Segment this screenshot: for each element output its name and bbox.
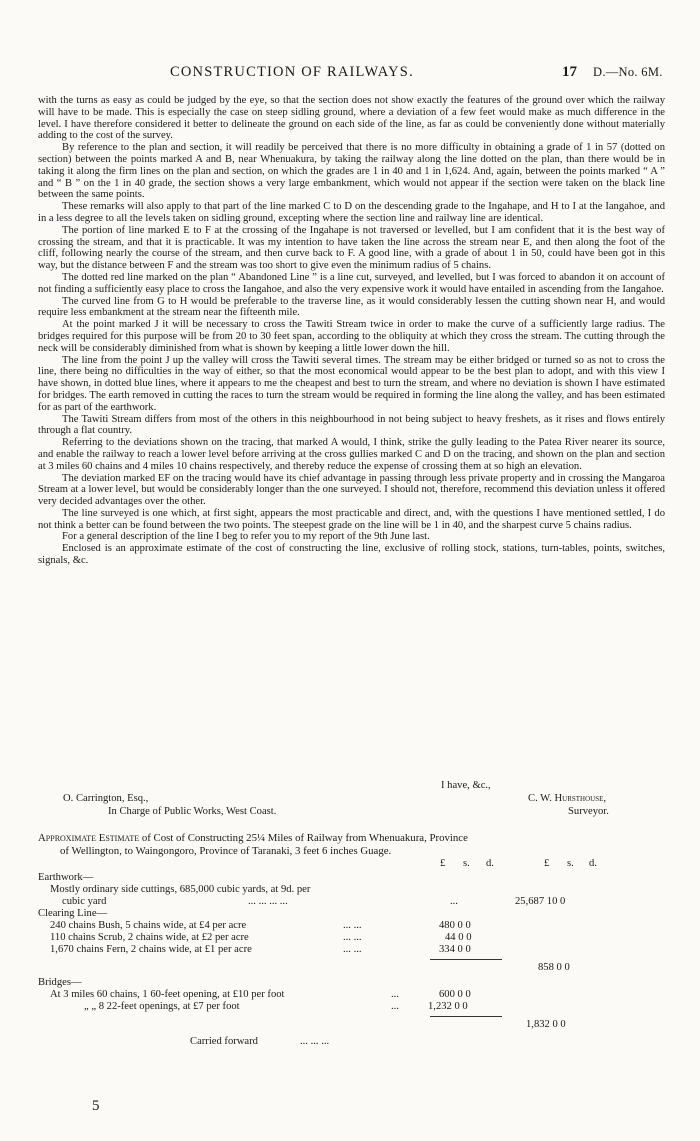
shillings-header: s. xyxy=(567,858,574,869)
leader-dots: ... ... ... xyxy=(300,1036,330,1047)
carried-forward-row xyxy=(38,1036,665,1049)
earthwork-total: 25,687 10 0 xyxy=(515,896,566,907)
clearing-amount: 44 0 0 xyxy=(445,932,472,943)
paragraph: By reference to the plan and section, it will readily be perceived that there is no more difficulty in obtaining a grade of 1 in 57 (dotted on section) between the points marked A and B, near Whenuakura, by taking the railway along the line dotted on the plan, than there would be in taking it along the firm lines on the plan and section, on which the grades are 1 in 40 and 1 in 1,624. And, again, between the points marked “ A ” and “ B ” on the 1 in 40 grade, the section shows a very large embankment, which would not appear if the section were taken on the black line between the same points. xyxy=(38,142,665,201)
bridge-description: At 3 miles 60 chains, 1 60-feet opening, at £10 per foot xyxy=(50,989,285,1000)
addressee-title: In Charge of Public Works, West Coast. xyxy=(108,806,277,817)
paragraph: with the turns as easy as could be judged by the eye, so that the section does not show exactly the features of the ground over which the railway will have to be made. This is especially the case on steep sidling ground, where a deviation of a few feet would make as much difference in the level. I have therefore considered it better to delineate the ground on each side of the line, as far as could be conveniently done without materially adding to the cost of the survey. xyxy=(38,95,665,142)
paragraph: The line surveyed is one which, at first sight, appears the most practicable and direct, and, with the questions I have mentioned settled, I do not think a better can be found between the two points. The steepest grade on the line will be 1 in 40, and the sharpest curve 5 chains radius. xyxy=(38,507,665,531)
paragraph: The line from the point J up the valley will cross the Tawiti several times. The stream may be either bridged or turned so as not to cross the line, there being no difficulties in the way of either, so that the most economical would appear to be the best plan to adopt, and with this view I have shown, in dotted blue lines, where it appears to me the cheapest and best to turn the stream, and where no deviation is shown I have estimated for bridges. The earth removed in cutting the races to turn the stream would be required in forming the line along the valley, and has been estimated for as part of the earthwork. xyxy=(38,354,665,413)
paragraph: Referring to the deviations shown on the tracing, that marked A would, I think, strike the gully leading to the Patea River nearer its source, and enable the railway to reach a lower level before arriving at the cross gullies marked C and D on the tracing, and shown on the plan and section at 3 miles 60 chains and 4 miles 10 chains respectively, and thereby reduce the expense of crossing them at so high an elevation. xyxy=(38,437,665,472)
earthwork-description-cont: cubic yard xyxy=(62,896,107,907)
paragraph: Enclosed is an approximate estimate of the cost of constructing the line, exclusive of rolling stock, stations, turn-tables, points, switches, signals, &c. xyxy=(38,543,665,567)
clearing-total: 858 0 0 xyxy=(538,962,570,973)
leader-dots: ... xyxy=(391,1001,399,1012)
paragraph: The portion of line marked E to F at the crossing of the Ingahape is not traversed or levelled, but I am confident that it is the best way of crossing the stream, and that it is practicable. It was my intention to have taken the line across the stream near E, and then along the foot of the cliff, following nearly the course of the stream, and then curve back to F. A good line, with a grade of about 1 in 50, could have been got in this way, but the distance between F and the stream was too short to give even the minimum radius of 5 chains. xyxy=(38,224,665,272)
bridge-amount: 600 0 0 xyxy=(439,989,471,1000)
leader-dots: ... ... ... ... xyxy=(248,896,288,907)
subtotal-rule xyxy=(430,959,502,960)
running-title: CONSTRUCTION OF RAILWAYS. xyxy=(170,64,414,80)
clearing-amount: 480 0 0 xyxy=(439,920,471,931)
estimate-title xyxy=(38,832,665,857)
leader-dots: ... xyxy=(450,896,458,907)
table-row xyxy=(38,944,665,957)
paragraph: These remarks will also apply to that part of the line marked C to D on the descending grade to the Ingahape, and H to I at the Iangahoe, and in a less degree to all the levels taken on sidling ground, excepting where the section line and railway line are identical. xyxy=(38,201,665,224)
table-row xyxy=(38,1001,665,1014)
leader-dots: ... ... xyxy=(343,920,362,931)
clearing-description: 1,670 chains Fern, 2 chains wide, at £1 per acre xyxy=(50,944,252,955)
bridge-amount: 1,232 0 0 xyxy=(428,1001,468,1012)
estimate-title-continuation: of Wellington, to Waingongoro, Province of Taranaki, 3 feet 6 inches Guage. xyxy=(60,844,392,857)
paragraph: The curved line from G to H would be preferable to the traverse line, as it would considerably lessen the cutting shown near H, and would require less embankment at the stream near the fifteenth mile. xyxy=(38,295,665,319)
document-reference: D.—No. 6M. xyxy=(593,65,663,79)
estimate-title-text: of Cost of Constructing 25¼ Miles of Railway from Whenuakura, Province xyxy=(141,832,468,844)
table-row xyxy=(38,1019,665,1032)
table-row xyxy=(38,962,665,975)
clearing-amount: 334 0 0 xyxy=(439,944,471,955)
pence-header: d. xyxy=(486,858,494,869)
leader-dots: ... ... xyxy=(343,944,362,955)
clearing-heading: Clearing Line— xyxy=(38,908,108,919)
paragraph: The Tawiti Stream differs from most of the others in this neighbourhood in not being subject to heavy freshets, as it rises and flows entirely through a flat country. xyxy=(38,413,665,437)
clearing-description: 110 chains Scrub, 2 chains wide, at £2 per acre xyxy=(50,932,249,943)
paragraph: The deviation marked EF on the tracing would have its chief advantage in passing through less private property and in crossing the Mangaroa Stream at a lower level, but would be considerably longer than the one surveyed. I should not, therefore, recommend this deviation unless it offered very decided advantages over the other. xyxy=(38,472,665,508)
earthwork-description: Mostly ordinary side cuttings, 685,000 cubic yards, at 9d. per xyxy=(50,884,311,895)
signer-name: C. W. Hursthouse, xyxy=(528,793,607,804)
paragraph: The dotted red line marked on the plan “ Abandoned Line ” is a line cut, surveyed, and levelled, but I was forced to abandon it on account of not finding a sufficiently easy place to cross the Iangahoe, and also the very expensive work it would have entailed in ascending from the Iangahoe. xyxy=(38,271,665,295)
estimate-title-lead: Approximate Estimate xyxy=(38,832,140,844)
page-header xyxy=(0,64,700,84)
page-number: 17 xyxy=(562,64,577,80)
bridge-description: „ „ 8 22-feet openings, at £7 per foot xyxy=(84,1001,240,1012)
signer-title: Surveyor. xyxy=(568,806,609,817)
pence-header: d. xyxy=(589,858,597,869)
column-headers xyxy=(38,858,665,871)
shillings-header: s. xyxy=(463,858,470,869)
report-body xyxy=(38,95,665,567)
closing-line: I have, &c., xyxy=(441,780,491,791)
addressee: O. Carrington, Esq., xyxy=(63,793,149,804)
carried-forward-label: Carried forward xyxy=(190,1036,258,1047)
earthwork-heading: Earthwork— xyxy=(38,872,94,883)
bridges-total: 1,832 0 0 xyxy=(526,1019,566,1030)
clearing-description: 240 chains Bush, 5 chains wide, at £4 per acre xyxy=(50,920,247,931)
leader-dots: ... ... xyxy=(343,932,362,943)
pounds-header: £ xyxy=(440,858,446,869)
printer-signature-number: 5 xyxy=(92,1098,100,1114)
paragraph: At the point marked J it will be necessary to cross the Tawiti Stream twice in order to make the curve of a sufficiently large radius. The bridges required for this purpose will be from 20 to 30 feet span, according to the obliquity at which they cross the stream. The cutting through the neck will be considerably diminished from what is shown by keeping a little lower down the hill. xyxy=(38,319,665,354)
leader-dots: ... xyxy=(391,989,399,1000)
subtotal-rule xyxy=(430,1016,502,1017)
pounds-header: £ xyxy=(544,858,550,869)
paragraph: For a general description of the line I beg to refer you to my report of the 9th June last. xyxy=(62,531,430,543)
bridges-heading: Bridges— xyxy=(38,977,82,988)
